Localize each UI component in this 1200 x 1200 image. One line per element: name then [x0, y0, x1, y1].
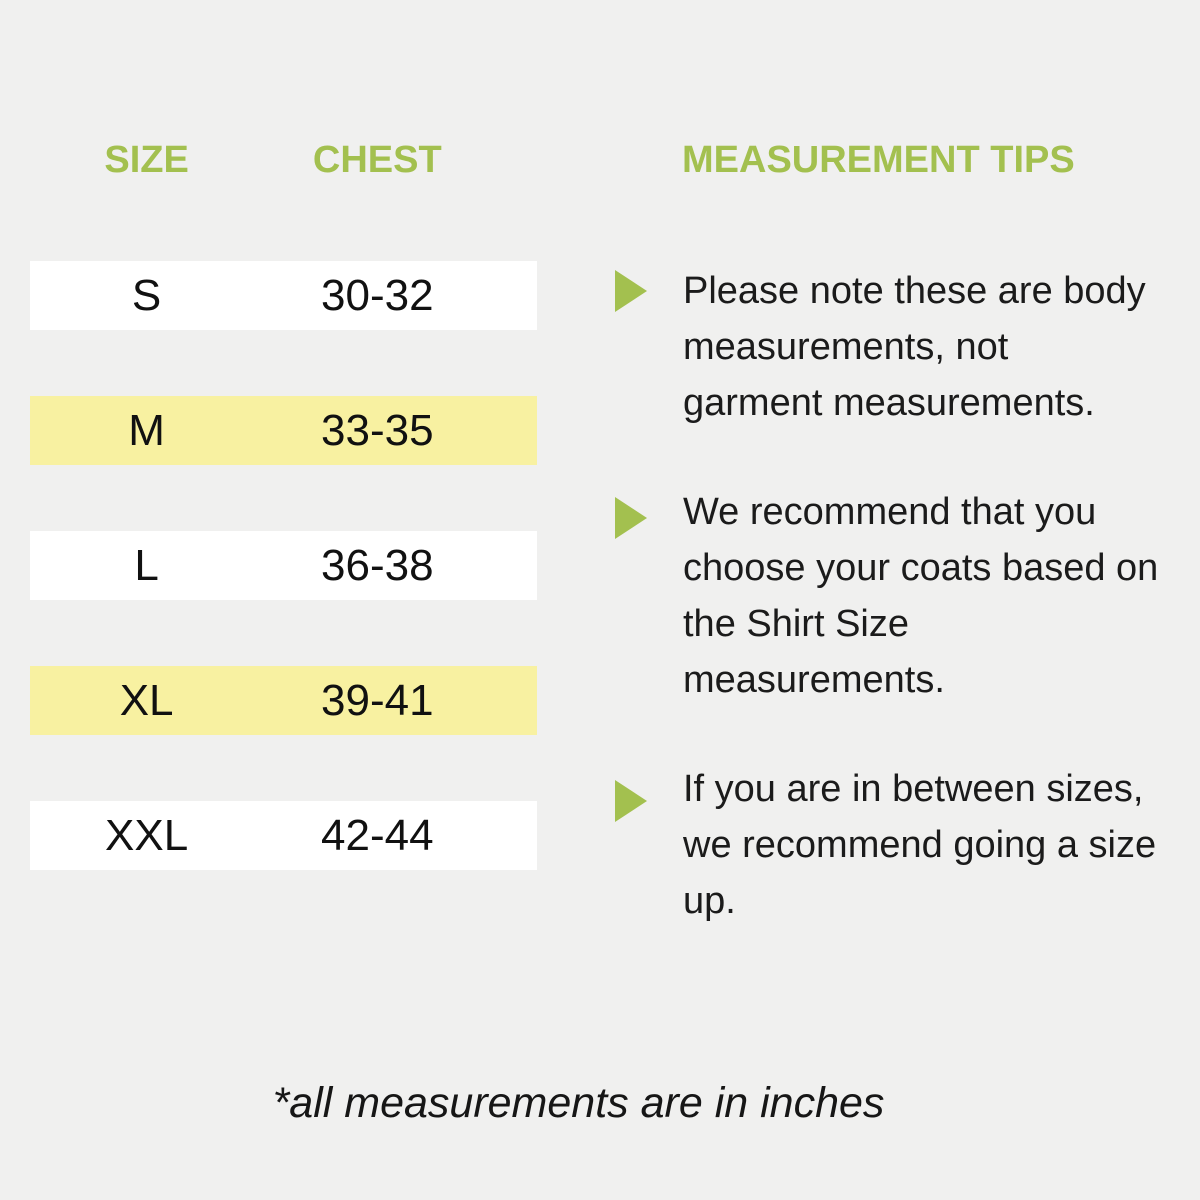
footer-note: *all measurements are in inches	[272, 1079, 885, 1127]
triangle-right-icon	[615, 497, 647, 539]
table-row-m	[30, 396, 537, 465]
chest-cell: 30-32	[321, 270, 434, 320]
tip-line: measurements, not	[683, 326, 1009, 368]
column-header-chest: CHEST	[312, 138, 442, 181]
chest-cell: 42-44	[321, 810, 434, 860]
tip-text	[683, 484, 1158, 708]
tip-line: choose your coats based on	[683, 547, 1159, 589]
size-cell: S	[131, 270, 162, 320]
chest-cell: 33-35	[321, 405, 434, 455]
triangle-right-icon	[615, 270, 647, 312]
tip-line: up.	[683, 880, 736, 922]
tips-title: MEASUREMENT TIPS	[682, 138, 1075, 181]
tip-line: We recommend that you	[683, 491, 1097, 533]
table-row-xxl	[30, 801, 537, 870]
tip-text	[683, 263, 1146, 431]
tip-line: the Shirt Size	[683, 603, 909, 645]
tip-line: If you are in between sizes,	[683, 768, 1144, 810]
triangle-right-icon	[615, 780, 647, 822]
table-row-l	[30, 531, 537, 600]
table-row-xl	[30, 666, 537, 735]
tip-text	[683, 761, 1156, 929]
column-header-size: SIZE	[104, 138, 189, 181]
table-header-row	[30, 135, 537, 185]
chest-cell: 39-41	[321, 675, 434, 725]
tip-line: Please note these are body	[683, 270, 1146, 312]
tip-line: garment measurements.	[683, 382, 1095, 424]
tip-line: measurements.	[683, 659, 945, 701]
tip-line: we recommend going a size	[683, 824, 1157, 866]
size-cell: XL	[119, 675, 174, 725]
size-cell: L	[134, 540, 159, 590]
size-cell: M	[128, 405, 165, 455]
table-row-s	[30, 261, 537, 330]
chest-cell: 36-38	[321, 540, 434, 590]
size-cell: XXL	[105, 810, 189, 860]
